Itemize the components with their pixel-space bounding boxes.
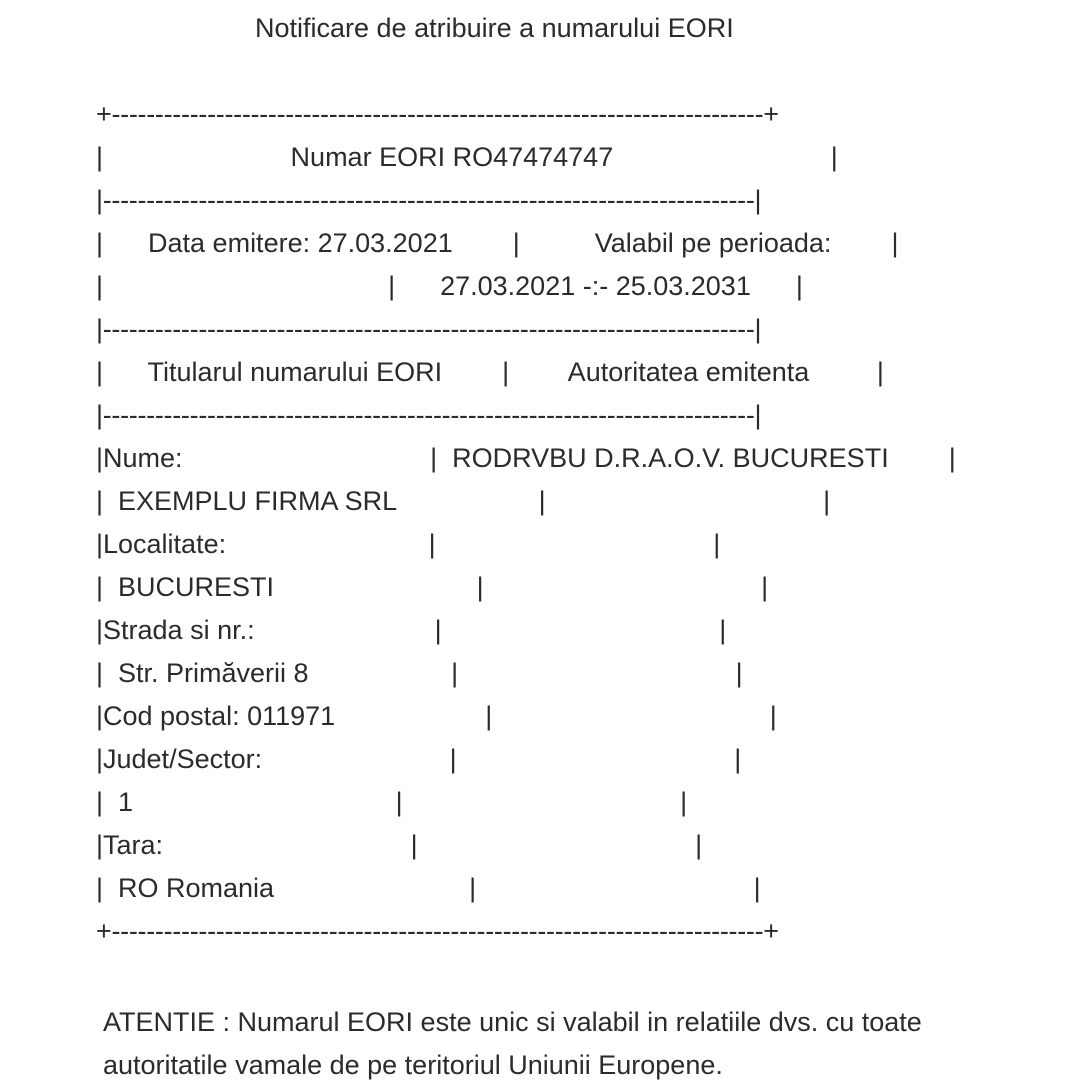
county-sector-value-row: | 1 | | xyxy=(96,787,688,817)
name-label-row: |Nume: | RODRVBU D.R.A.O.V. BUCURESTI | xyxy=(96,443,956,473)
country-label-row: |Tara: | | xyxy=(96,830,703,860)
name-value-row: | EXEMPLU FIRMA SRL | | xyxy=(96,486,831,516)
table-divider: |---------------------------------------------------------------------------| xyxy=(96,314,762,344)
postal-code-row: |Cod postal: 011971 | | xyxy=(96,701,777,731)
table-divider: |---------------------------------------------------------------------------| xyxy=(96,185,762,215)
section-header-row: | Titularul numarului EORI | Autoritatea emitenta | xyxy=(96,357,884,387)
issue-validity-row-1: | Data emitere: 27.03.2021 | Valabil pe perioada: | xyxy=(96,228,899,258)
locality-value-row: | BUCURESTI | | xyxy=(96,572,769,602)
table-divider: |---------------------------------------------------------------------------| xyxy=(96,400,762,430)
issue-validity-row-2: | | 27.03.2021 -:- 25.03.2031 | xyxy=(96,271,803,301)
table-bottom-border: +---------------------------------------------------------------------------+ xyxy=(96,916,779,946)
country-value-row: | RO Romania | | xyxy=(96,873,761,903)
eori-number-row: | Numar EORI RO47474747 | xyxy=(96,142,838,172)
county-sector-label-row: |Judet/Sector: | | xyxy=(96,744,742,774)
eori-validity-notice: ATENTIE : Numarul EORI este unic si valabil in relatiile dvs. cu toate autoritatile vamale de pe teritoriul Uniunii Europene. xyxy=(103,1007,930,1080)
table-top-border: +---------------------------------------------------------------------------+ xyxy=(96,99,779,129)
locality-label-row: |Localitate: | | xyxy=(96,529,721,559)
document-title: Notificare de atribuire a numarului EORI xyxy=(255,13,734,43)
street-value-row: | Str. Primăverii 8 | | xyxy=(96,658,743,688)
street-label-row: |Strada si nr.: | | xyxy=(96,615,727,645)
